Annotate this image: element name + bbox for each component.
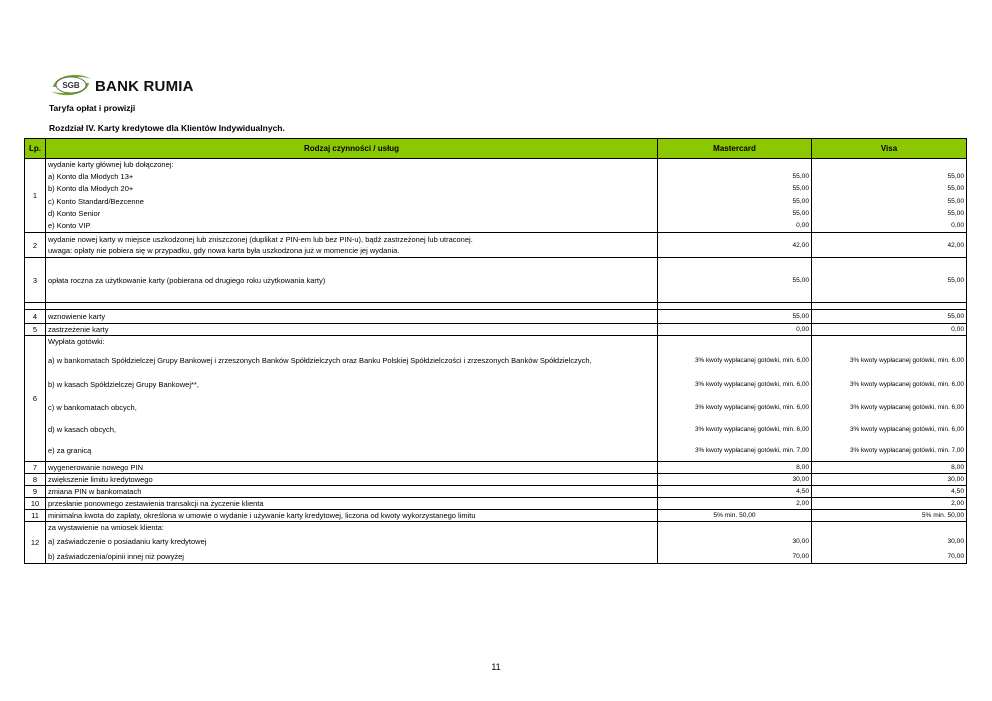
row-service: d) w kasach obcych,: [46, 419, 658, 441]
list-item: [25, 534, 967, 550]
row-lp: 9: [25, 486, 46, 498]
row-service: wydanie karty głównej lub dołączonej: a) Konto dla Młodych 13+ b) Konto dla Młodych 20+ c) Konto Standard/Bezcenne d) Konto Senior e) Konto VIP: [46, 159, 658, 233]
row-mastercard: 30,00: [658, 474, 812, 486]
row-service: a) w bankomatach Spółdzielczej Grupy Bankowej i zrzeszonych Banków Spółdzielczych oraz Banku Polskiej Spółdzielczości i zrzeszonych Banków Spółdzielczych,: [46, 348, 658, 373]
bank-name: BANK RUMIA: [95, 78, 194, 95]
table-row: [25, 462, 967, 474]
row-mastercard: 55,00 55,00 55,00 55,00 0,00: [658, 159, 812, 233]
row-mastercard: 8,00: [658, 462, 812, 474]
row-visa: 2,00: [812, 498, 967, 510]
row-visa: 3% kwoty wypłacanej gotówki, min. 6,00: [812, 373, 967, 397]
list-item: [25, 550, 967, 564]
row-lp: 2: [25, 233, 46, 258]
table-row: [25, 324, 967, 336]
list-item: [25, 419, 967, 441]
row-mastercard: 70,00: [658, 550, 812, 564]
row-service: wznowienie karty: [46, 310, 658, 324]
row-mastercard: 0,00: [658, 324, 812, 336]
document-subtitle: Taryfa opłat i prowizji: [49, 103, 136, 113]
row-service: wygenerowanie nowego PIN: [46, 462, 658, 474]
row-visa: 0,00: [812, 324, 967, 336]
row-service: minimalna kwota do zapłaty, określona w umowie o wydanie i używanie karty kredytowej, liczona od kwoty wykorzystanego limitu: [46, 510, 658, 522]
row-service: c) w bankomatach obcych,: [46, 397, 658, 419]
table-row: [25, 498, 967, 510]
table-row: [25, 486, 967, 498]
row-service-intro: za wystawienie na wniosek klienta:: [46, 522, 658, 534]
row-service: e) za granicą: [46, 441, 658, 462]
row-lp: 12: [25, 522, 46, 564]
row-service: b) zaświadczenia/opinii innej niż powyżej: [46, 550, 658, 564]
row-service: b) w kasach Spółdzielczej Grupy Bankowej**,: [46, 373, 658, 397]
svg-text:SGB: SGB: [62, 81, 80, 90]
list-item: [25, 373, 967, 397]
row-visa: 42,00: [812, 233, 967, 258]
row-lp: 5: [25, 324, 46, 336]
table-row: [25, 310, 967, 324]
row-visa: 3% kwoty wypłacanej gotówki, min. 6,00: [812, 397, 967, 419]
table-row: [25, 474, 967, 486]
row-service-intro: Wypłata gotówki:: [46, 336, 658, 348]
row-mastercard: 55,00: [658, 310, 812, 324]
row-mastercard: 30,00: [658, 534, 812, 550]
row-visa: 3% kwoty wypłacanej gotówki, min. 6,00: [812, 419, 967, 441]
list-item: [25, 441, 967, 462]
bank-logo: [49, 70, 219, 100]
row-mastercard: 4,50: [658, 486, 812, 498]
row-lp: 8: [25, 474, 46, 486]
row-visa: 70,00: [812, 550, 967, 564]
row-lp: 10: [25, 498, 46, 510]
row-service: zastrzeżenie karty: [46, 324, 658, 336]
table-row: [25, 258, 967, 303]
row-service: a) zaświadczenie o posiadaniu karty kredytowej: [46, 534, 658, 550]
row-visa: 55,00: [812, 310, 967, 324]
row-visa: 4,50: [812, 486, 967, 498]
row-mastercard: 3% kwoty wypłacanej gotówki, min. 7,00: [658, 441, 812, 462]
row-mastercard: 3% kwoty wypłacanej gotówki, min. 6,00: [658, 397, 812, 419]
header-service: Rodzaj czynności / usług: [46, 139, 658, 159]
page-number: 11: [491, 662, 501, 672]
row-lp: 6: [25, 336, 46, 462]
row-visa: 30,00: [812, 474, 967, 486]
row-service: przesłanie ponownego zestawienia transakcji na życzenie klienta: [46, 498, 658, 510]
chapter-title: Rozdział IV. Karty kredytowe dla Klientów Indywidualnych.: [49, 123, 285, 133]
row-lp: 1: [25, 159, 46, 233]
header-visa: Visa: [812, 139, 967, 159]
row-visa: 55,00 55,00 55,00 55,00 0,00: [812, 159, 967, 233]
row-lp: 3: [25, 258, 46, 303]
row-service: opłata roczna za użytkowanie karty (pobierana od drugiego roku użytkowania karty): [46, 258, 658, 303]
row-service: zmiana PIN w bankomatach: [46, 486, 658, 498]
row-mastercard: 3% kwoty wypłacanej gotówki, min. 6,00: [658, 348, 812, 373]
row-mastercard: 2,00: [658, 498, 812, 510]
row-lp: 7: [25, 462, 46, 474]
table-row: [25, 510, 967, 522]
table-row: [25, 522, 967, 534]
row-service: wydanie nowej karty w miejsce uszkodzonej lub zniszczonej (duplikat z PIN-em lub bez PIN-u), bądź zastrzeżonej lub utraconej. uwaga: opłaty nie pobiera się w przypadku, gdy nowa karta była uszkodzona już w momencie jej wydania.: [46, 233, 658, 258]
row-lp: 11: [25, 510, 46, 522]
row-service: zwiększenie limitu kredytowego: [46, 474, 658, 486]
table-row: [25, 233, 967, 258]
row-mastercard: 5% min. 50,00: [658, 510, 812, 522]
table-header-row: [25, 139, 967, 159]
header-lp: Lp.: [25, 139, 46, 159]
row-mastercard: 3% kwoty wypłacanej gotówki, min. 6,00: [658, 373, 812, 397]
sgb-logo-icon: [49, 71, 93, 99]
fees-table: [24, 138, 967, 564]
row-mastercard: 3% kwoty wypłacanej gotówki, min. 6,00: [658, 419, 812, 441]
row-visa: 8,00: [812, 462, 967, 474]
list-item: [25, 348, 967, 373]
row-visa: 55,00: [812, 258, 967, 303]
table-row: [25, 159, 967, 233]
row-lp: 4: [25, 310, 46, 324]
list-item: [25, 397, 967, 419]
header-mastercard: Mastercard: [658, 139, 812, 159]
row-mastercard: 42,00: [658, 233, 812, 258]
row-visa: 5% min. 50,00: [812, 510, 967, 522]
row-mastercard: 55,00: [658, 258, 812, 303]
table-row: [25, 336, 967, 348]
row-visa: 3% kwoty wypłacanej gotówki, min. 6,00: [812, 348, 967, 373]
row-visa: 3% kwoty wypłacanej gotówki, min. 7,00: [812, 441, 967, 462]
row-visa: 30,00: [812, 534, 967, 550]
